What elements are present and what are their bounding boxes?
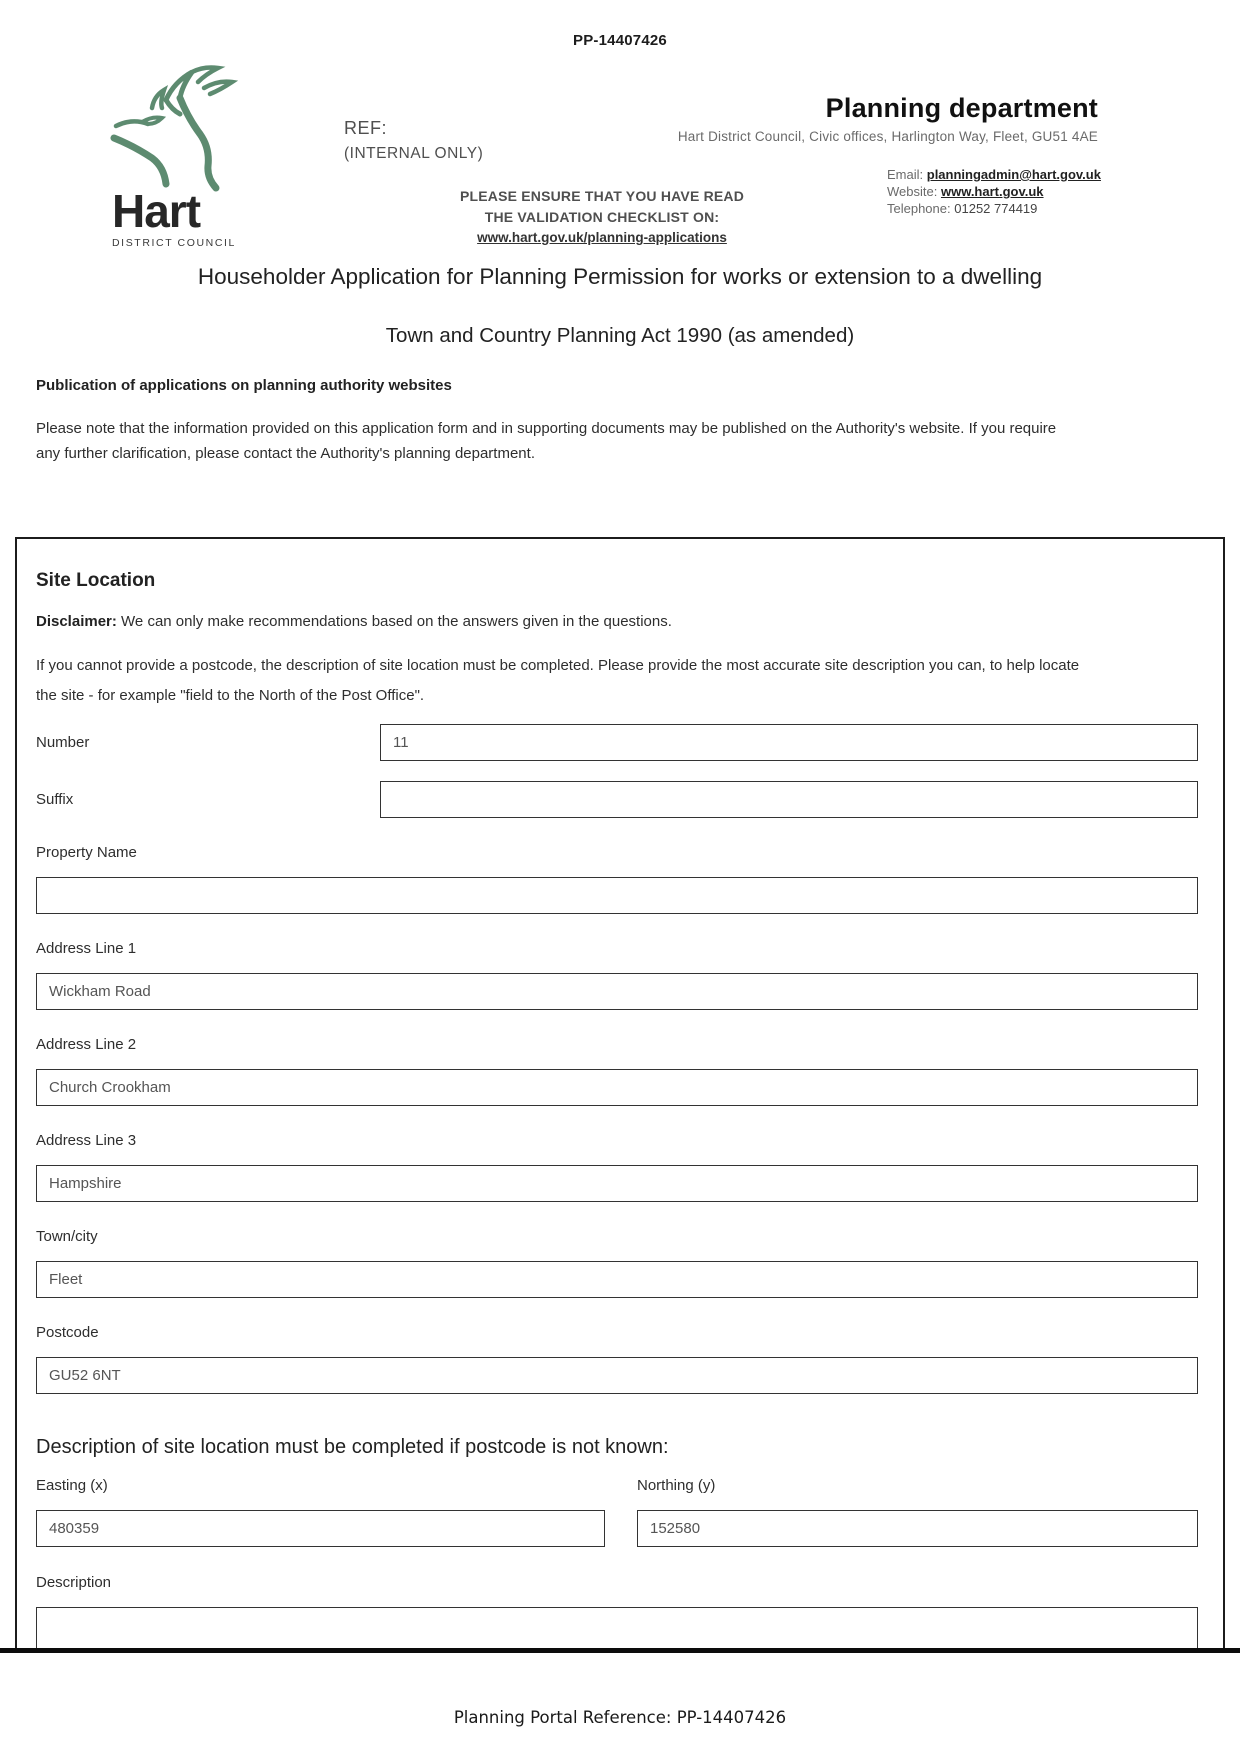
email-link[interactable]: planningadmin@hart.gov.uk bbox=[926, 167, 1101, 182]
email-label: Email: bbox=[887, 167, 924, 182]
contact-email-line bbox=[887, 166, 1101, 183]
site-location-intro: If you cannot provide a postcode, the description of site location must be completed. Please provide the most accurate site description you can, to help locate the site - for example "field to the North of the Post Office". bbox=[36, 657, 1080, 704]
field-group-northing bbox=[637, 1476, 1198, 1547]
description-input[interactable] bbox=[36, 1607, 1198, 1650]
suffix-label: Suffix bbox=[36, 791, 74, 808]
logo-brand-text: Hart bbox=[112, 185, 201, 237]
address-line-3-input[interactable] bbox=[36, 1165, 1198, 1202]
field-row-suffix bbox=[36, 781, 1198, 818]
field-group-address-line-3 bbox=[36, 1131, 1198, 1202]
northing-input[interactable] bbox=[637, 1510, 1198, 1547]
field-row-number bbox=[36, 724, 1198, 761]
planning-portal-reference: Planning Portal Reference: PP-14407426 bbox=[453, 1708, 787, 1727]
easting-label: Easting (x) bbox=[36, 1477, 108, 1494]
contact-phone-line bbox=[887, 200, 1101, 217]
address-line-1-label: Address Line 1 bbox=[36, 940, 137, 957]
suffix-input[interactable] bbox=[380, 781, 1198, 818]
pp-reference: PP-14407426 bbox=[573, 32, 667, 49]
town-city-input[interactable] bbox=[36, 1261, 1198, 1298]
field-group-easting bbox=[36, 1476, 605, 1547]
address-line-3-label: Address Line 3 bbox=[36, 1132, 137, 1149]
description-requirement-heading: Description of site location must be completed if postcode is not known: bbox=[36, 1436, 669, 1458]
town-city-label: Town/city bbox=[36, 1228, 98, 1245]
field-group-postcode bbox=[36, 1323, 1198, 1394]
checklist-line-2: THE VALIDATION CHECKLIST ON: bbox=[484, 209, 720, 225]
postcode-input[interactable] bbox=[36, 1357, 1198, 1394]
field-group-property-name bbox=[36, 843, 1198, 914]
department-title: Planning department bbox=[825, 93, 1098, 123]
address-line-2-input[interactable] bbox=[36, 1069, 1198, 1106]
address-line-1-input[interactable] bbox=[36, 973, 1198, 1010]
description-label: Description bbox=[36, 1574, 112, 1591]
number-label: Number bbox=[36, 734, 90, 751]
property-name-label: Property Name bbox=[36, 844, 137, 861]
department-address: Hart District Council, Civic offices, Harlington Way, Fleet, GU51 4AE bbox=[677, 129, 1098, 144]
ref-note: (INTERNAL ONLY) bbox=[344, 145, 484, 162]
phone-label: Telephone: bbox=[887, 201, 951, 216]
number-input[interactable] bbox=[380, 724, 1198, 761]
checklist-line-1: PLEASE ENSURE THAT YOU HAVE READ bbox=[459, 188, 745, 204]
website-link[interactable]: www.hart.gov.uk bbox=[940, 184, 1044, 199]
easting-input[interactable] bbox=[36, 1510, 605, 1547]
checklist-link[interactable]: www.hart.gov.uk/planning-applications bbox=[477, 230, 727, 245]
contact-website-line bbox=[887, 183, 1101, 200]
publication-note bbox=[36, 377, 1086, 466]
website-label: Website: bbox=[887, 184, 938, 199]
publication-body: Please note that the information provided on this application form and in supporting documents may be published on the Authority's website. If you require any further clarification, please contact the Authority's planning department. bbox=[36, 420, 1057, 462]
logo-subtitle-text: DISTRICT COUNCIL bbox=[112, 237, 236, 249]
field-group-address-line-1 bbox=[36, 939, 1198, 1010]
northing-label: Northing (y) bbox=[637, 1477, 716, 1494]
page-break-divider bbox=[0, 1648, 1240, 1653]
internal-ref-block bbox=[344, 118, 483, 163]
disclaimer-body: We can only make recommendations based on the answers given in the questions. bbox=[116, 613, 672, 630]
field-group-description bbox=[36, 1573, 1198, 1650]
validation-checklist-notice bbox=[437, 186, 767, 247]
contact-block bbox=[887, 166, 1101, 217]
act-subtitle: Town and Country Planning Act 1990 (as amended) bbox=[385, 324, 855, 347]
publication-heading: Publication of applications on planning authority websites bbox=[36, 377, 452, 394]
hart-district-council-logo bbox=[100, 62, 270, 249]
form-title: Householder Application for Planning Permission for works or extension to a dwelling bbox=[197, 264, 1043, 289]
site-location-section bbox=[15, 537, 1225, 1650]
coordinates-row bbox=[36, 1476, 1198, 1547]
field-group-town-city bbox=[36, 1227, 1198, 1298]
postcode-label: Postcode bbox=[36, 1324, 99, 1341]
stag-head-icon bbox=[108, 62, 258, 194]
planning-department-header bbox=[538, 93, 1098, 144]
field-group-address-line-2 bbox=[36, 1035, 1198, 1106]
property-name-input[interactable] bbox=[36, 877, 1198, 914]
disclaimer-text bbox=[36, 611, 1198, 633]
phone-value: 01252 774419 bbox=[954, 201, 1038, 216]
ref-label: REF: bbox=[344, 118, 388, 138]
site-location-heading: Site Location bbox=[36, 570, 156, 591]
disclaimer-label: Disclaimer: bbox=[36, 613, 117, 630]
address-line-2-label: Address Line 2 bbox=[36, 1036, 137, 1053]
